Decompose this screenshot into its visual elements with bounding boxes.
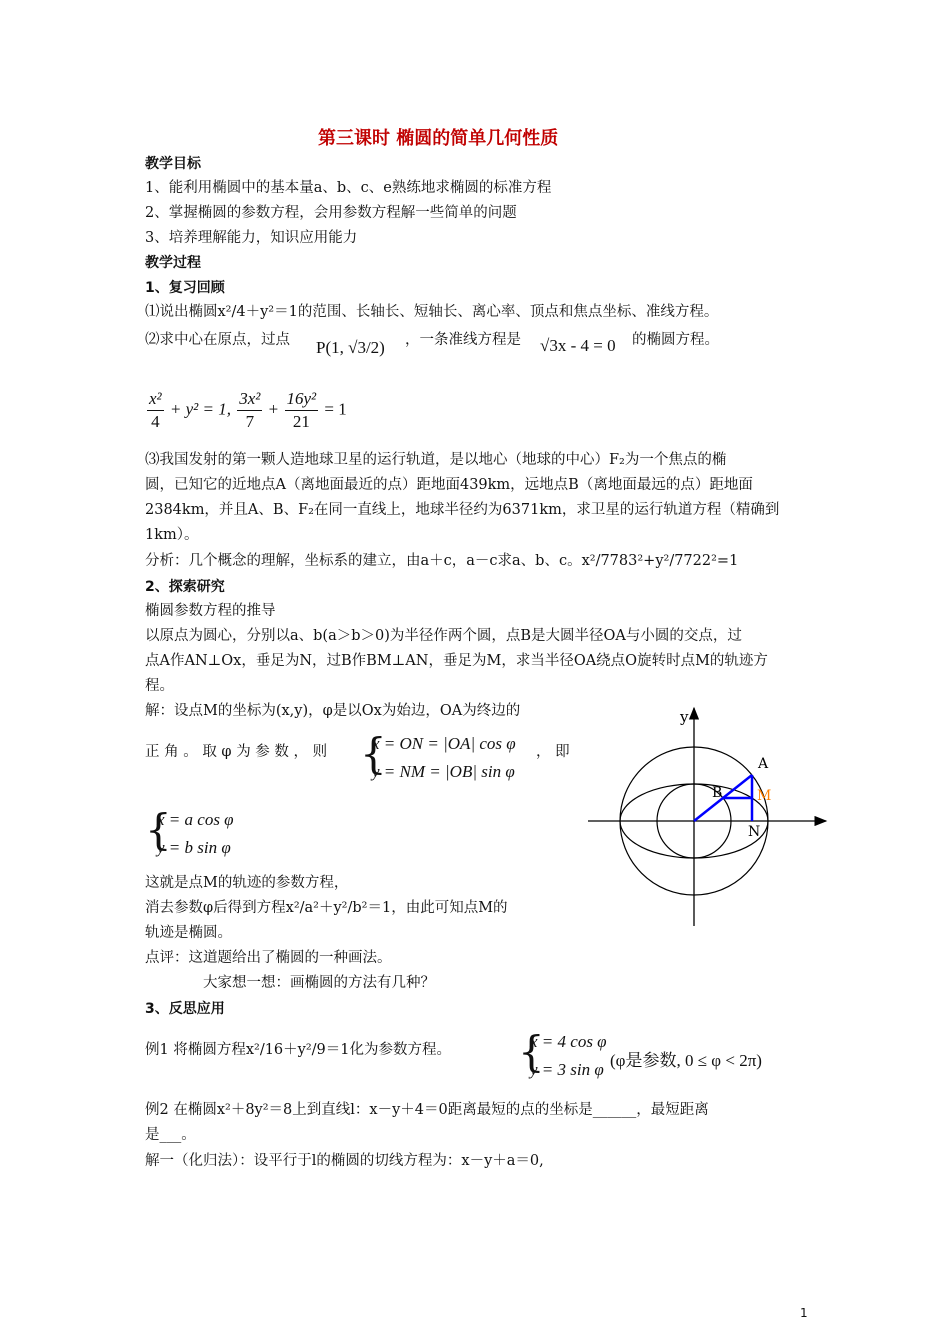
example-1: 例1 将椭圆方程x²/16＋y²/9＝1化为参数方程。 xyxy=(145,1042,451,1058)
numerator: 3x² xyxy=(237,388,262,411)
fraction xyxy=(147,388,164,433)
solution-line: 正 角 。 取 φ 为 参 数 ， 则 xyxy=(145,744,328,760)
solution-line: 消去参数φ后得到方程x²/a²＋y²/b²＝1，由此可知点M的 xyxy=(145,900,508,916)
question-2-text: ⑵求中心在原点，过点 xyxy=(145,332,290,348)
heading-goals: 教学目标 xyxy=(145,156,201,172)
answer-2-formula xyxy=(145,388,347,433)
brace: { xyxy=(145,805,172,854)
brace: { xyxy=(360,729,387,778)
formula-mid: + y² = 1, xyxy=(169,399,231,419)
heading-process: 教学过程 xyxy=(145,255,201,271)
equation-system-ex1 xyxy=(518,1028,788,1088)
analysis: 分析：几个概念的理解，坐标系的建立，由a＋c，a－c求a、b、c。x²/7783²+y²/7722²=1 xyxy=(145,553,739,569)
system-row: x = 4 cos φ xyxy=(530,1032,607,1051)
system-row: y = b sin φ xyxy=(157,838,231,857)
system-row: y = 3 sin φ xyxy=(530,1060,604,1079)
fraction xyxy=(237,388,262,433)
system-row: x = ON = |OA| cos φ xyxy=(372,734,516,753)
label-m: M xyxy=(757,788,772,804)
plus-sign: + xyxy=(268,399,279,419)
label-b: B xyxy=(712,785,723,801)
heading-explore: 2、探索研究 xyxy=(145,579,225,595)
goal-item: 1、能利用椭圆中的基本量a、b、c、e熟练地求椭圆的标准方程 xyxy=(145,180,552,196)
question-2-text-c: 的椭圆方程。 xyxy=(632,332,719,348)
label-a: A xyxy=(758,756,769,772)
fraction xyxy=(285,388,319,433)
question-2-point: P(1, √3/2) xyxy=(316,338,385,357)
solution-line: 解：设点M的坐标为(x,y)，φ是以Ox为始边，OA为终边的 xyxy=(145,703,521,719)
denominator: 4 xyxy=(151,412,160,431)
denominator: 7 xyxy=(245,412,255,431)
solution-line: 轨迹是椭圆。 xyxy=(145,925,232,941)
heading-apply: 3、反思应用 xyxy=(145,1001,225,1017)
example-2-line: 例2 在椭圆x²＋8y²＝8上到直线l：x－y＋4＝0距离最短的点的坐标是______，最短距离 xyxy=(145,1102,709,1118)
explore-line: 以原点为圆心，分别以a、b(a＞b＞0)为半径作两个圆，点B是大圆半径OA与小圆的交点，过 xyxy=(145,628,742,644)
question-3-line: 1km）。 xyxy=(145,527,199,543)
question-3-line: 2384km，并且A、B、F₂在同一直线上，地球半径约为6371km，求卫星的运行轨道方程（精确到 xyxy=(145,502,780,518)
solution-line: ， 即 xyxy=(536,744,570,760)
goal-item: 3、培养理解能力，知识应用能力 xyxy=(145,230,358,246)
ellipse-figure xyxy=(580,700,840,930)
think: 大家想一想：画椭圆的方法有几种？ xyxy=(203,975,435,991)
question-3-line: ⑶我国发射的第一颗人造地球卫星的运行轨道，是以地心（地球的中心）F₂为一个焦点的椭 xyxy=(145,452,727,468)
label-n: N xyxy=(748,824,761,840)
question-2-directrix: √3x - 4 = 0 xyxy=(540,336,616,355)
page-number: 1 xyxy=(800,1306,808,1320)
solution-2: 解一（化归法）：设平行于l的椭圆的切线方程为：x－y＋a＝0, xyxy=(145,1153,544,1169)
question-3-line: 圆，已知它的近地点A（离地面最近的点）距地面439km，远地点B（离地面最远的点）距地面 xyxy=(145,477,753,493)
question-1: ⑴说出椭圆x²/4＋y²＝1的范围、长轴长、短轴长、离心率、顶点和焦点坐标、准线方程。 xyxy=(145,304,719,320)
heading-review: 1、复习回顾 xyxy=(145,280,225,296)
explore-line: 程。 xyxy=(145,678,174,694)
numerator: 16y² xyxy=(285,388,319,411)
label-y: y xyxy=(680,708,689,726)
question-2-text-b: ，一条准线方程是 xyxy=(405,332,521,348)
system-row: x = a cos φ xyxy=(157,810,234,829)
equation-system-2 xyxy=(145,806,275,866)
system-row: y = NM = |OB| sin φ xyxy=(372,762,515,781)
equation-system-1 xyxy=(360,730,550,790)
explore-line: 点A作AN⊥Ox，垂足为N，过B作BM⊥AN，垂足为M，求当半径OA绕点O旋转时点M的轨迹方 xyxy=(145,653,768,669)
denominator: 21 xyxy=(292,412,310,431)
example-2-line: 是___。 xyxy=(145,1127,196,1143)
page-title: 第三课时 椭圆的简单几何性质 xyxy=(318,128,559,149)
comment: 点评：这道题给出了椭圆的一种画法。 xyxy=(145,950,392,966)
formula-eq: = 1 xyxy=(324,399,347,419)
numerator: x² xyxy=(147,388,164,411)
goal-item: 2、掌握椭圆的参数方程，会用参数方程解一些简单的问题 xyxy=(145,205,517,221)
solution-line: 这就是点M的轨迹的参数方程， xyxy=(145,875,349,891)
explore-subtitle: 椭圆参数方程的推导 xyxy=(145,603,276,619)
parameter-condition: (φ是参数, 0 ≤ φ < 2π) xyxy=(610,1051,762,1070)
brace: { xyxy=(518,1027,545,1076)
